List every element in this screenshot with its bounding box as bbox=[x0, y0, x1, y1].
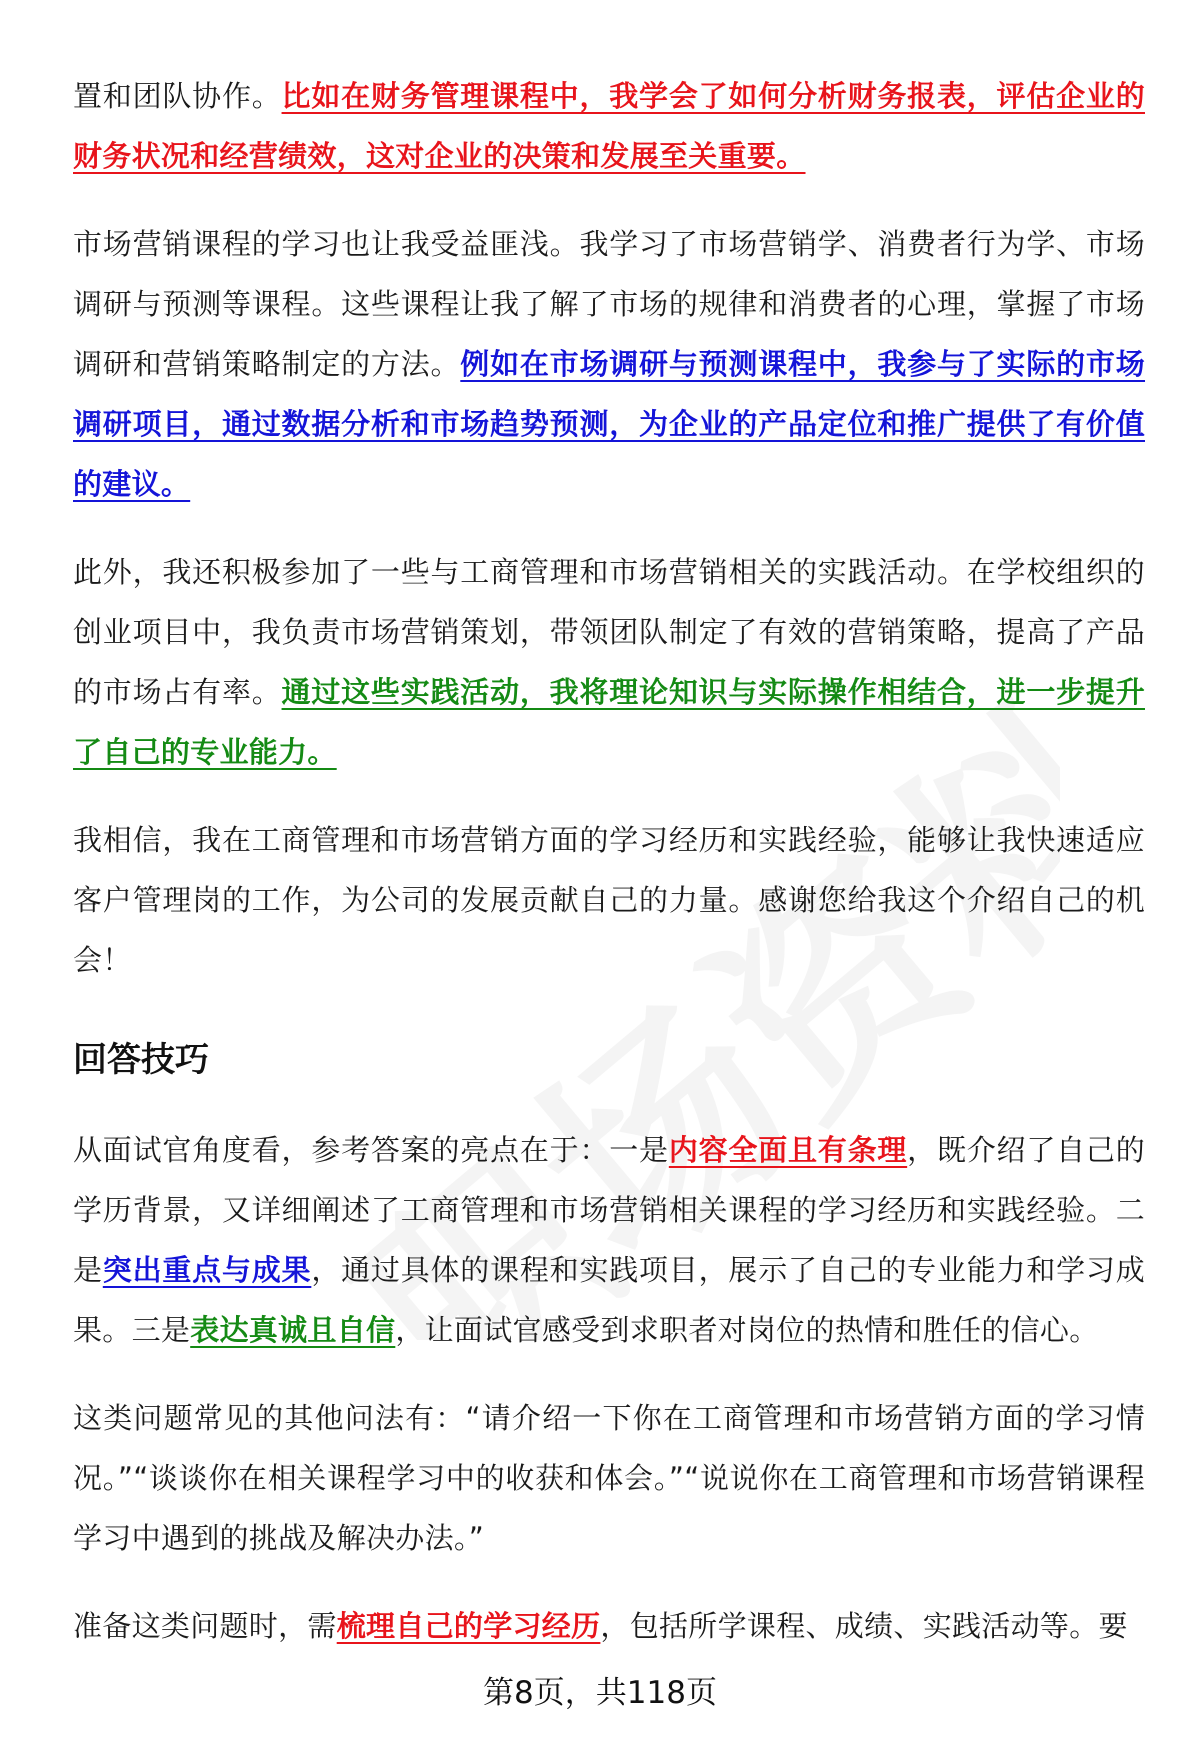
paragraph-text: 从面试官角度看，参考答案的亮点在于：一是 bbox=[73, 1133, 669, 1167]
highlight-green: 通过这些实践活动，我将理论知识与实际操作相结合，进一步提升了自己的专业能力。 bbox=[73, 675, 1145, 769]
page-number: 第8页，共118页 bbox=[483, 1675, 717, 1711]
paragraph-text: 置和团队协作。 bbox=[73, 79, 282, 113]
paragraph-other-questions: 这类问题常见的其他问法有：“请介绍一下你在工商管理和市场营销方面的学习情况。”“谈谈你在相关课程学习中的收获和体会。”“说说你在工商管理和市场营销课程学习中遇到的挑战及解决办法。” bbox=[73, 1401, 1145, 1555]
paragraph-text: ，包括所学课程、成绩、实践活动等。要 bbox=[600, 1609, 1128, 1643]
paragraph-finance bbox=[73, 66, 1145, 186]
paragraph-text: ，让面试官感受到求职者对岗位的热情和胜任的信心。 bbox=[395, 1313, 1099, 1347]
document-body bbox=[73, 66, 1145, 1656]
paragraph-text: 准备这类问题时，需 bbox=[73, 1609, 337, 1643]
highlight-red: 比如在财务管理课程中，我学会了如何分析财务报表，评估企业的财务状况和经营绩效，这对企业的决策和发展至关重要。 bbox=[73, 79, 1145, 173]
highlight-red: 梳理自己的学习经历 bbox=[336, 1609, 601, 1643]
paragraph-analysis bbox=[73, 1120, 1145, 1360]
paragraph-marketing bbox=[73, 214, 1145, 514]
paragraph-text: 市场营销课程的学习也让我受益匪浅。我学习了市场营销学、消费者行为学、市场调研与预测等课程。这些课程让我了解了市场的规律和消费者的心理，掌握了市场调研和营销策略制定的方法。 bbox=[73, 227, 1145, 381]
paragraph-text: ，通过具体的课程和实践项目，展示了自己的专业能力和学习成果。三是 bbox=[73, 1253, 1145, 1347]
section-heading: 回答技巧 bbox=[73, 1040, 209, 1080]
highlight-blue: 例如在市场调研与预测课程中，我参与了实际的市场调研项目，通过数据分析和市场趋势预测，为企业的产品定位和推广提供了有价值的建议。 bbox=[73, 347, 1146, 501]
paragraph-preparation bbox=[73, 1596, 1145, 1656]
highlight-red: 内容全面且有条理 bbox=[668, 1133, 908, 1167]
paragraph-text: 此外，我还积极参加了一些与工商管理和市场营销相关的实践活动。在学校组织的创业项目中，我负责市场营销策划，带领团队制定了有效的营销策略，提高了产品的市场占有率。 bbox=[73, 555, 1145, 709]
highlight-blue: 突出重点与成果 bbox=[102, 1253, 312, 1287]
paragraph-text: ，既介绍了自己的学历背景，又详细阐述了工商管理和市场营销相关课程的学习经历和实践经验。二是 bbox=[73, 1133, 1145, 1287]
highlight-green: 表达真诚且自信 bbox=[190, 1313, 396, 1347]
paragraph-practice bbox=[73, 542, 1145, 782]
paragraph-closing: 我相信，我在工商管理和市场营销方面的学习经历和实践经验，能够让我快速适应客户管理岗的工作，为公司的发展贡献自己的力量。感谢您给我这个介绍自己的机会！ bbox=[73, 823, 1145, 977]
